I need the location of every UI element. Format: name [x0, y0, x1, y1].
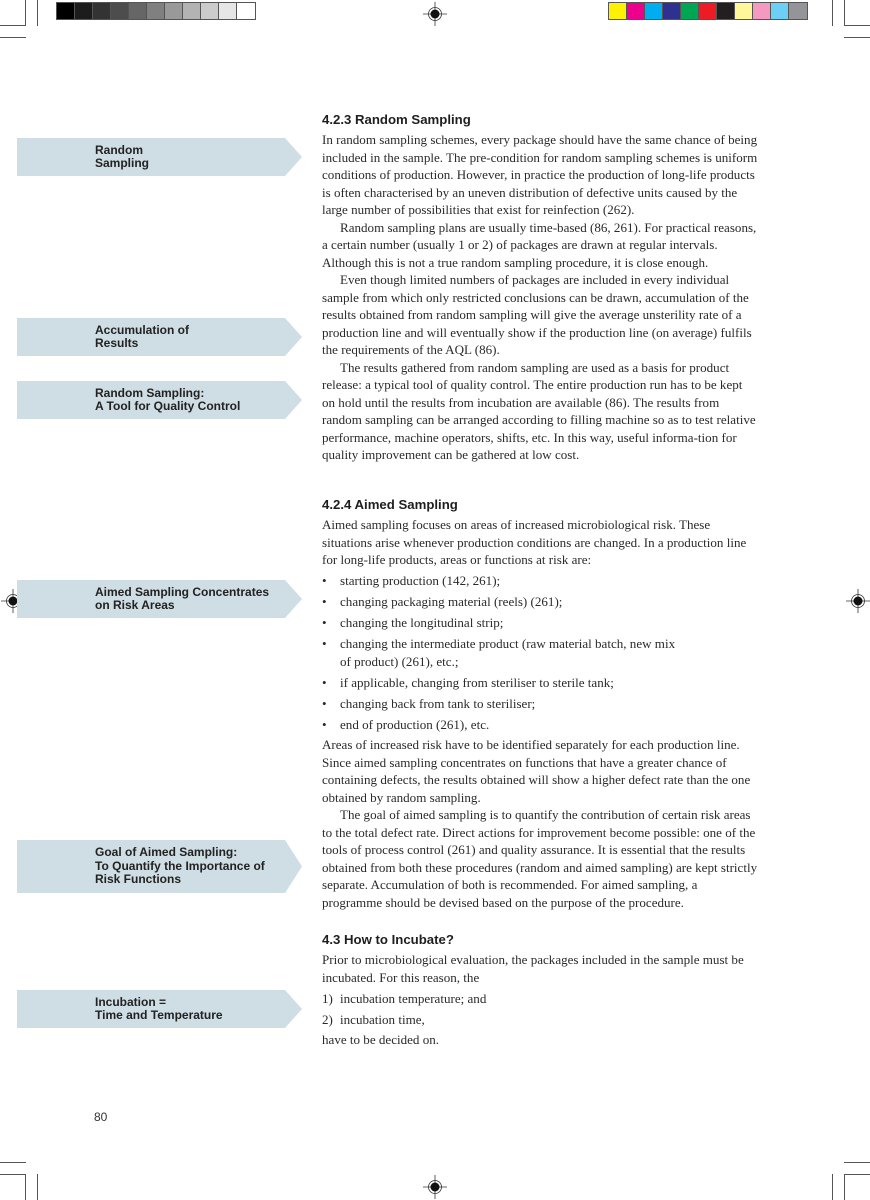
callout-line: Incubation = — [95, 994, 167, 1009]
color-swatch — [183, 3, 201, 19]
list-item — [322, 990, 758, 1008]
callout-line: Time and Temperature — [95, 1008, 223, 1022]
callout-text — [95, 144, 149, 171]
paragraph: Prior to microbiological evaluation, the packages included in the sample must be incubated. For this reason, the — [322, 952, 744, 985]
callout-line: Goal of Aimed Sampling: — [95, 845, 238, 860]
color-swatch — [93, 3, 111, 19]
paragraph: Aimed sampling focuses on areas of increased microbiological risk. These situations arise whenever production conditions are changed. In a production line for long-life products, areas or functions at risk are: — [322, 517, 747, 567]
section-random-sampling — [322, 111, 758, 464]
color-swatch — [147, 3, 165, 19]
margin-note-incubation — [17, 990, 302, 1028]
callout-line: Accumulation of — [95, 322, 190, 337]
list-item-text: changing packaging material (reels) (261); — [340, 594, 563, 609]
callout-text — [95, 846, 265, 887]
callout-line: Results — [95, 336, 139, 350]
list-item-text: changing the longitudinal strip; — [340, 615, 504, 630]
color-swatch — [75, 3, 93, 19]
callout-line: Aimed Sampling Concentrates — [95, 584, 270, 599]
section-how-to-incubate — [322, 931, 758, 1049]
registration-mark-icon — [423, 2, 447, 26]
callout-line: Risk Functions — [95, 872, 182, 887]
callout-line: Sampling — [95, 156, 150, 170]
color-swatch — [735, 3, 753, 19]
list-item-text: changing back from tank to steriliser; — [340, 695, 536, 711]
color-swatch — [609, 3, 627, 19]
paragraph: Even though limited numbers of packages are included in every individual sample from which only restricted conclusions can be drawn, accumulation of the results obtained from random sampling will give the average unsterility rate of a production line and will eventually show if the production line (on average) fulfils the requirements of the AQL (86). — [322, 272, 752, 357]
list-item — [322, 1011, 758, 1029]
callout-text — [95, 586, 269, 613]
list-item — [322, 572, 758, 590]
list-item — [322, 614, 758, 632]
incubation-factors-list — [322, 990, 758, 1029]
bullet-icon: • — [322, 636, 327, 651]
heading-random-sampling: 4.2.3 Random Sampling — [322, 112, 471, 127]
color-swatch — [237, 3, 255, 19]
color-swatch — [699, 3, 717, 19]
paragraph: Random sampling plans are usually time-based (86, 261). For practical reasons, a certain number (usually 1 or 2) of packages are drawn at regular intervals. Although this is not a true random sampling procedure, it is close enough. — [322, 219, 757, 270]
color-swatch — [627, 3, 645, 19]
bullet-icon: • — [322, 674, 327, 690]
paragraph: have to be decided on. — [322, 1032, 440, 1047]
callout-text — [95, 996, 223, 1023]
list-item — [322, 695, 758, 713]
color-swatch — [681, 3, 699, 19]
grayscale-calibration-bar — [56, 2, 256, 20]
list-item — [322, 593, 758, 611]
list-item-text: incubation time, — [340, 1011, 425, 1027]
callout-text — [95, 387, 240, 414]
color-swatch — [789, 3, 807, 19]
paragraph: Areas of increased risk have to be identified separately for each production line. Since aimed sampling concentrates on functions that have a greater chance of containing defects, the results obtained will show a higher defect rate than the one obtained by random sampling. — [322, 737, 751, 805]
callout-line: Random — [95, 142, 143, 157]
color-swatch — [201, 3, 219, 19]
color-swatch — [111, 3, 129, 19]
color-swatch — [57, 3, 75, 19]
bullet-icon: • — [322, 594, 327, 609]
color-swatch — [663, 3, 681, 19]
color-swatch — [129, 3, 147, 19]
list-item-text: starting production (142, 261); — [340, 573, 501, 588]
callout-line: on Risk Areas — [95, 598, 175, 612]
paragraph: In random sampling schemes, every package should have the same chance of being included in the sample. The pre-condition for random sampling schemes is uniform conditions of production. However, in practice the production of long-life products is often characterised by an uneven distribution of defective units caused by the large number of possibilities that exist for reinfection (262). — [322, 132, 758, 217]
list-item-text: if applicable, changing from steriliser to sterile tank; — [340, 674, 614, 690]
list-item — [322, 674, 758, 692]
risk-areas-list — [322, 572, 758, 733]
heading-aimed-sampling: 4.2.4 Aimed Sampling — [322, 497, 458, 512]
list-number: 1) — [322, 990, 333, 1006]
bullet-icon: • — [322, 615, 327, 630]
margin-note-accumulation-of-results — [17, 318, 302, 356]
margin-note-aimed-sampling-risk-areas — [17, 580, 302, 618]
callout-line: To Quantify the Importance of — [95, 858, 265, 873]
list-item — [322, 635, 680, 670]
color-swatch — [717, 3, 735, 19]
list-item-text: end of production (261), etc. — [340, 716, 490, 732]
list-item — [322, 716, 758, 734]
section-aimed-sampling — [322, 496, 758, 911]
paragraph: The results gathered from random sampling are used as a basis for product release: a typical tool of quality control. The entire production run has to be kept on hold until the results from incubation are available (86). The results from random sampling can be arranged according to filling machine so as to test relative performance, machine operators, shifts, etc. In this way, useful informa-tion for quality improvement can be gathered at low cost. — [322, 359, 756, 462]
callout-arrow-shape — [17, 138, 302, 176]
color-swatch — [219, 3, 237, 19]
list-item-text: incubation temperature; and — [340, 990, 487, 1006]
color-swatch — [771, 3, 789, 19]
callout-text — [95, 324, 189, 351]
heading-how-to-incubate: 4.3 How to Incubate? — [322, 932, 454, 947]
color-swatch — [165, 3, 183, 19]
bullet-icon: • — [322, 716, 327, 732]
callout-line: A Tool for Quality Control — [95, 399, 241, 413]
margin-note-tool-for-quality-control — [17, 381, 302, 419]
page-number: 80 — [94, 1110, 108, 1124]
bullet-icon: • — [322, 573, 327, 588]
margin-note-goal-of-aimed-sampling — [17, 840, 302, 893]
callout-line: Random Sampling: — [95, 385, 205, 400]
color-calibration-bar — [608, 2, 808, 20]
color-swatch — [645, 3, 663, 19]
list-number: 2) — [322, 1011, 333, 1027]
registration-mark-icon — [846, 589, 870, 613]
list-item-text: changing the intermediate product (raw material batch, new mix of product) (261), etc.; — [340, 636, 676, 669]
paragraph: The goal of aimed sampling is to quantify the contribution of certain risk areas to the total defect rate. Direct actions for improvement become possible: one of the tools of process control (261) and quality assurance. It is essential that the results obtained from both these procedures (random and aimed sampling) are kept strictly separate. Accumulation of both is recommended. For aimed sampling, a programme should be devised based on the purpose of the procedure. — [322, 807, 758, 910]
bullet-icon: • — [322, 695, 327, 711]
registration-mark-icon — [423, 1175, 447, 1199]
margin-note-random-sampling — [17, 138, 302, 176]
color-swatch — [753, 3, 771, 19]
